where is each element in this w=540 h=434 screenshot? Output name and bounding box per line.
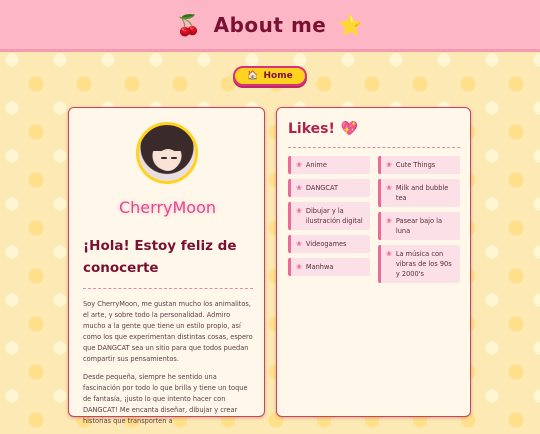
likes-panel xyxy=(276,107,471,417)
avatar-eye-right xyxy=(171,157,177,159)
bio-paragraph: Soy CherryMoon, me gustan mucho los animalitos, el arte, y sobre todo la personalidad. Admiro mucho a la gente que tiene un estilo propio, así como los que experimentan distintas cosas, espero que DANGCAT sea un sitio para que todos puedan compartir sus pensamientos. xyxy=(83,300,253,363)
likes-column-left xyxy=(288,156,370,276)
page-title: About me xyxy=(213,12,327,37)
page-title-row xyxy=(176,13,364,37)
flower-icon: ❀ xyxy=(386,161,392,169)
nav-bar xyxy=(0,66,540,86)
likes-title: Likes! xyxy=(288,121,335,137)
divider xyxy=(83,288,253,289)
avatar-hair xyxy=(147,129,191,151)
like-item xyxy=(288,235,370,253)
like-label: Dibujar y la ilustración digital xyxy=(305,207,363,225)
house-icon: 🏠 xyxy=(247,71,259,81)
like-item xyxy=(378,156,460,174)
likes-heading xyxy=(288,121,358,137)
like-item xyxy=(288,179,370,197)
like-item xyxy=(378,245,460,283)
bio-text xyxy=(83,299,253,434)
flower-icon: ❀ xyxy=(386,250,392,258)
like-item xyxy=(378,212,460,240)
flower-icon: ❀ xyxy=(296,161,302,169)
like-label: Pasear bajo la luna xyxy=(395,217,442,235)
flower-icon: ❀ xyxy=(386,217,392,225)
like-label: Cute Things xyxy=(395,161,436,169)
profile-panel xyxy=(68,107,265,425)
bio-paragraph: Desde pequeña, siempre he sentido una fascinación por todo lo que brilla y tiene un toque de fantasía, ¡justo lo que intento hacer con DANGCAT! Me encanta diseñar, dibujar y crear historias que transporten a xyxy=(83,373,248,425)
divider xyxy=(288,147,460,148)
like-label: Videogames xyxy=(305,240,347,248)
like-label: La música con vibras de los 90s y 2000's xyxy=(395,250,452,278)
like-item xyxy=(288,156,370,174)
cherry-icon: 🍒 xyxy=(176,12,202,37)
likes-grid xyxy=(288,156,460,283)
like-label: DANGCAT xyxy=(305,184,339,192)
avatar xyxy=(136,122,198,184)
like-label: Milk and bubble tea xyxy=(395,184,449,202)
home-button-label: Home xyxy=(263,71,293,81)
like-item xyxy=(288,202,370,230)
flower-icon: ❀ xyxy=(386,184,392,192)
avatar-eye-left xyxy=(161,157,167,159)
star-icon: ⭐ xyxy=(338,12,364,37)
sparkling-heart-icon: 💖 xyxy=(340,121,359,137)
greeting-heading: ¡Hola! Estoy feliz de conocerte xyxy=(83,238,237,276)
home-button[interactable] xyxy=(233,66,306,86)
like-item xyxy=(288,258,370,276)
avatar-face xyxy=(157,149,179,171)
profile-name: CherryMoon xyxy=(118,198,217,217)
like-label: Manhwa xyxy=(305,263,334,271)
likes-column-right xyxy=(378,156,460,283)
flower-icon: ❀ xyxy=(296,207,302,215)
like-item xyxy=(378,179,460,207)
flower-icon: ❀ xyxy=(296,184,302,192)
page-header xyxy=(0,0,540,52)
flower-icon: ❀ xyxy=(296,240,302,248)
flower-icon: ❀ xyxy=(296,263,302,271)
like-label: Anime xyxy=(305,161,327,169)
